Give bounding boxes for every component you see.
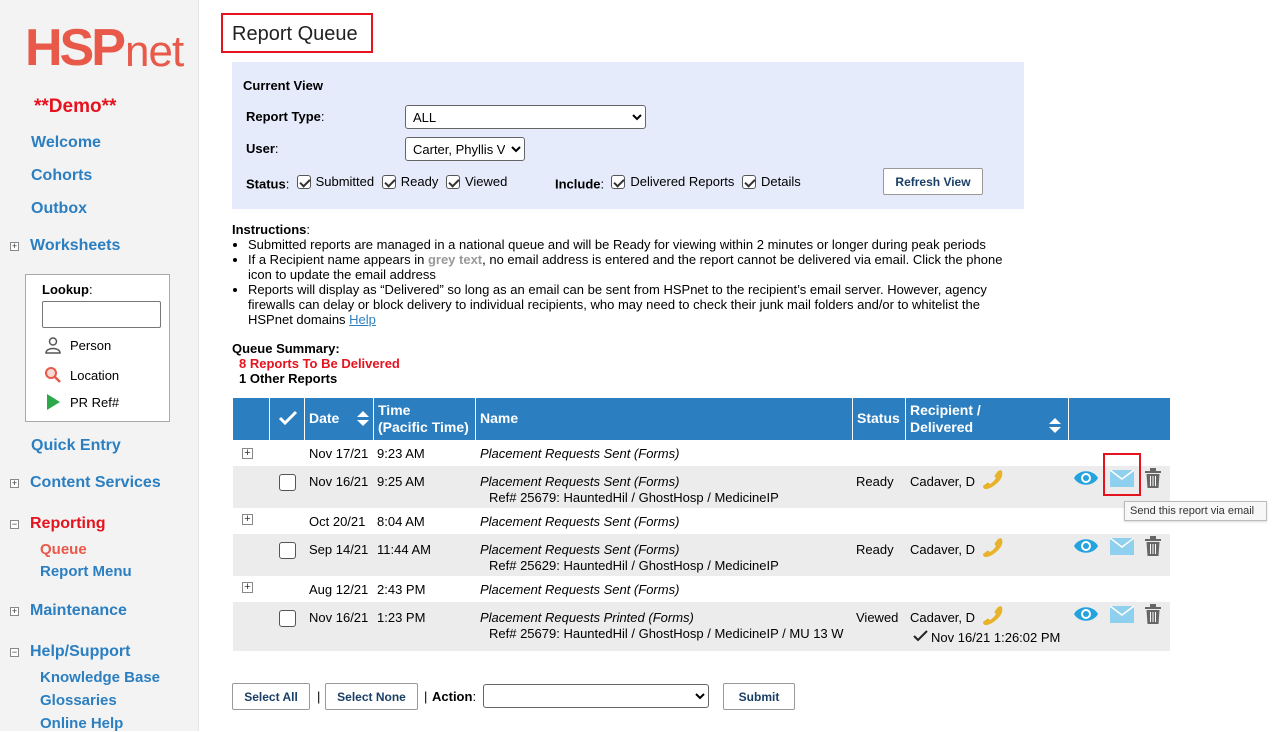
row-date: Sep 14/21 — [309, 542, 369, 557]
table-row — [233, 534, 1170, 576]
nav-outbox[interactable]: Outbox — [31, 200, 87, 217]
instruction-item — [248, 252, 1012, 282]
user-label: User: — [246, 141, 279, 156]
phone-icon[interactable] — [981, 603, 1005, 627]
current-view-panel — [232, 62, 1024, 209]
row-ref: Ref# 25629: HauntedHil / GhostHosp / MedicineIP — [489, 558, 779, 573]
status-viewed-checkbox[interactable] — [446, 174, 507, 189]
checkbox-box[interactable] — [382, 175, 396, 189]
include-label: Include — [555, 176, 601, 192]
sidebar — [0, 0, 199, 731]
date-header-label: Date — [309, 410, 340, 426]
action-select[interactable] — [483, 684, 709, 708]
instructions-list — [232, 237, 1012, 327]
report-type-label-text: Report Type — [246, 109, 321, 124]
nav-reporting[interactable]: Reporting — [30, 515, 106, 532]
eye-icon[interactable] — [1073, 536, 1099, 556]
nav-queue[interactable]: Queue — [40, 541, 87, 558]
logo-text-main: HSP — [25, 19, 123, 77]
recipient-column-header[interactable] — [905, 398, 1068, 440]
status-submitted-checkbox[interactable] — [297, 174, 375, 189]
nav-worksheets[interactable]: Worksheets — [30, 237, 121, 254]
lookup-input[interactable] — [42, 301, 161, 328]
nav-glossaries[interactable]: Glossaries — [40, 692, 117, 709]
select-all-button[interactable]: Select All — [232, 683, 310, 710]
status-header-label: Status — [857, 410, 900, 426]
row-time: 9:25 AM — [377, 474, 425, 489]
row-name: Placement Requests Sent (Forms) — [480, 514, 680, 529]
row-recipient[interactable]: Cadaver, D — [910, 610, 976, 625]
time-header-line2: (Pacific Time) — [378, 419, 469, 435]
row-time: 2:43 PM — [377, 582, 426, 597]
lookup-panel — [25, 274, 170, 422]
footer-separator: | — [317, 689, 321, 704]
row-select-checkbox[interactable] — [279, 474, 296, 491]
lookup-pr-ref[interactable] — [44, 393, 119, 411]
logo-text-suffix: net — [125, 27, 184, 76]
instructions-heading: Instructions: — [232, 222, 311, 237]
nav-content-services[interactable]: Content Services — [30, 474, 161, 491]
status-viewed-label: Viewed — [464, 174, 508, 189]
lookup-pr-label: PR Ref# — [70, 394, 120, 410]
table-row — [233, 576, 1170, 602]
queue-summary-heading — [232, 341, 400, 356]
include-details-checkbox[interactable] — [742, 174, 801, 189]
date-column-header[interactable] — [304, 398, 373, 440]
time-column-header — [373, 398, 475, 440]
lookup-label-text: Lookup — [42, 282, 89, 297]
nav-knowledge-base[interactable]: Knowledge Base — [40, 669, 161, 686]
status-ready-checkbox[interactable] — [382, 174, 439, 189]
submit-button[interactable]: Submit — [723, 683, 795, 710]
row-time: 1:23 PM — [377, 610, 426, 625]
row-ref: Ref# 25679: HauntedHil / GhostHosp / MedicineIP — [489, 490, 779, 505]
row-recipient[interactable]: Cadaver, D — [910, 542, 976, 557]
envelope-icon[interactable] — [1110, 538, 1134, 555]
grey-text-sample: grey text — [427, 252, 483, 267]
row-time: 9:23 AM — [377, 446, 425, 461]
sort-down-icon[interactable] — [1049, 427, 1061, 433]
instruction-text: If a Recipient name appears in — [248, 252, 428, 267]
checkbox-box[interactable] — [446, 175, 460, 189]
actions-column-header — [1068, 398, 1170, 440]
collapse-reporting-icon[interactable]: − — [11, 519, 18, 529]
name-header-label: Name — [480, 410, 519, 426]
expand-maintenance-icon[interactable]: + — [11, 606, 18, 616]
queue-summary — [232, 341, 400, 386]
help-link[interactable]: Help — [349, 312, 376, 327]
location-search-icon — [44, 366, 62, 384]
status-column-header — [852, 398, 905, 440]
eye-icon[interactable] — [1073, 468, 1099, 488]
row-name: Placement Requests Sent (Forms) — [480, 542, 680, 557]
eye-icon[interactable] — [1073, 604, 1099, 624]
nav-maintenance[interactable]: Maintenance — [30, 602, 127, 619]
include-delivered-checkbox[interactable] — [611, 174, 734, 189]
checkmark-icon — [913, 630, 928, 642]
footer-separator: | — [424, 689, 428, 704]
nav-report-menu[interactable]: Report Menu — [40, 563, 132, 580]
row-name: Placement Requests Sent (Forms) — [480, 446, 680, 461]
name-column-header — [475, 398, 852, 440]
instructions — [232, 222, 1012, 327]
other-reports: 1 Other Reports — [239, 371, 338, 386]
status-filter-row: Status: Submitted Ready Viewed — [246, 174, 508, 192]
row-time: 8:04 AM — [377, 514, 425, 529]
include-filter-row: Include: Delivered Reports Details — [555, 174, 801, 192]
status-ready-label: Ready — [400, 174, 439, 189]
lookup-person-label: Person — [70, 337, 112, 353]
nav-welcome[interactable]: Welcome — [31, 134, 101, 151]
checkbox-box[interactable] — [297, 175, 311, 189]
trash-icon[interactable] — [1144, 536, 1162, 556]
sort-up-icon[interactable] — [1049, 418, 1061, 424]
table-row — [233, 466, 1170, 508]
reports-to-deliver: 8 Reports To Be Delivered — [239, 356, 400, 371]
row-status: Ready — [856, 474, 894, 489]
checkbox-box[interactable] — [742, 175, 756, 189]
expand-row-icon[interactable]: + — [242, 582, 253, 593]
row-select-checkbox[interactable] — [279, 610, 296, 627]
report-type-select[interactable] — [405, 105, 646, 129]
lookup-label: Lookup: — [42, 282, 93, 297]
expand-row-icon[interactable]: + — [242, 448, 253, 459]
row-select-checkbox[interactable] — [279, 542, 296, 559]
row-date: Nov 16/21 — [309, 610, 369, 625]
nav-online-help[interactable]: Online Help — [40, 715, 124, 732]
row-date: Nov 17/21 — [309, 446, 369, 461]
lookup-location[interactable] — [44, 366, 119, 384]
demo-label: **Demo** — [34, 96, 117, 117]
sort-down-icon[interactable] — [357, 420, 369, 426]
page-title: Report Queue — [221, 13, 373, 53]
row-status: Ready — [856, 542, 894, 557]
time-header-line1: Time — [378, 402, 411, 418]
select-none-button[interactable]: Select None — [325, 683, 418, 710]
row-date: Nov 16/21 — [309, 474, 369, 489]
nav-quick-entry[interactable]: Quick Entry — [31, 437, 121, 454]
email-button-highlight — [1103, 453, 1141, 496]
row-time: 11:44 AM — [377, 542, 431, 557]
checkbox-box[interactable] — [611, 175, 625, 189]
user-select[interactable] — [405, 137, 525, 161]
expand-content-services-icon[interactable]: + — [11, 478, 18, 488]
expand-worksheets-icon[interactable]: + — [11, 241, 18, 251]
row-name: Placement Requests Printed (Forms) — [480, 610, 694, 625]
collapse-help-icon[interactable]: − — [11, 647, 18, 657]
status-submitted-label: Submitted — [315, 174, 375, 189]
row-recipient[interactable]: Cadaver, D — [910, 474, 976, 489]
recipient-header-line2: Delivered — [910, 419, 974, 435]
row-delivered-time: Nov 16/21 1:26:02 PM — [931, 630, 1061, 645]
action-label-text: Action — [432, 689, 473, 704]
checkmark-icon — [278, 410, 298, 426]
expand-row-icon[interactable]: + — [242, 514, 253, 525]
table-row — [233, 602, 1170, 651]
action-label: Action: — [432, 689, 477, 704]
instruction-text: , no email address is entered and the report cannot be delivered via email. Click the phone icon to update the email address — [248, 252, 1003, 282]
row-date: Oct 20/21 — [309, 514, 366, 529]
email-tooltip: Send this report via email — [1124, 501, 1267, 521]
instruction-item — [248, 282, 1012, 327]
sort-up-icon[interactable] — [357, 411, 369, 417]
status-label: Status — [246, 176, 286, 192]
nav-help-support[interactable]: Help/Support — [30, 643, 131, 660]
table-row — [233, 508, 1170, 534]
row-status: Viewed — [856, 610, 899, 625]
queue-table-header — [233, 398, 1170, 440]
queue-summary-heading-text: Queue Summary: — [232, 341, 340, 356]
row-date: Aug 12/21 — [309, 582, 369, 597]
refresh-view-button[interactable]: Refresh View — [883, 168, 983, 195]
lookup-person[interactable] — [44, 336, 111, 354]
select-all-column[interactable] — [269, 398, 304, 440]
instruction-item: • Submitted reports are managed in a national queue and will be Ready for viewing within 2 minutes or longer during peak periods — [248, 237, 1012, 252]
report-type-label: Report Type: — [246, 109, 325, 124]
envelope-icon[interactable] — [1110, 606, 1134, 623]
person-icon — [44, 336, 62, 354]
lookup-location-label: Location — [70, 367, 120, 383]
row-name: Placement Requests Sent (Forms) — [480, 474, 680, 489]
user-label-text: User — [246, 141, 275, 156]
trash-icon[interactable] — [1144, 468, 1162, 488]
play-arrow-icon — [44, 393, 62, 411]
phone-icon[interactable] — [981, 467, 1005, 491]
row-ref: Ref# 25679: HauntedHil / GhostHosp / MedicineIP / MU 13 W — [489, 626, 844, 641]
include-details-label: Details — [761, 174, 801, 189]
nav-cohorts[interactable]: Cohorts — [31, 167, 93, 184]
current-view-heading — [243, 78, 323, 93]
include-delivered-label: Delivered Reports — [630, 174, 735, 189]
phone-icon[interactable] — [981, 535, 1005, 559]
row-name: Placement Requests Sent (Forms) — [480, 582, 680, 597]
trash-icon[interactable] — [1144, 604, 1162, 624]
instruction-text: Reports will display as “Delivered” so long as an email can be sent from HSPnet to the recipient’s email server. However, agency firewalls can delay or block delivery to individual recipients, who may need to check their junk mail folders and/or to whitelist the HSPnet domains — [248, 282, 987, 327]
current-view-heading-text: Current View — [243, 78, 323, 93]
recipient-header-line1: Recipient / — [910, 402, 981, 418]
instructions-heading-text: Instructions — [232, 222, 307, 237]
table-row — [233, 441, 1170, 466]
